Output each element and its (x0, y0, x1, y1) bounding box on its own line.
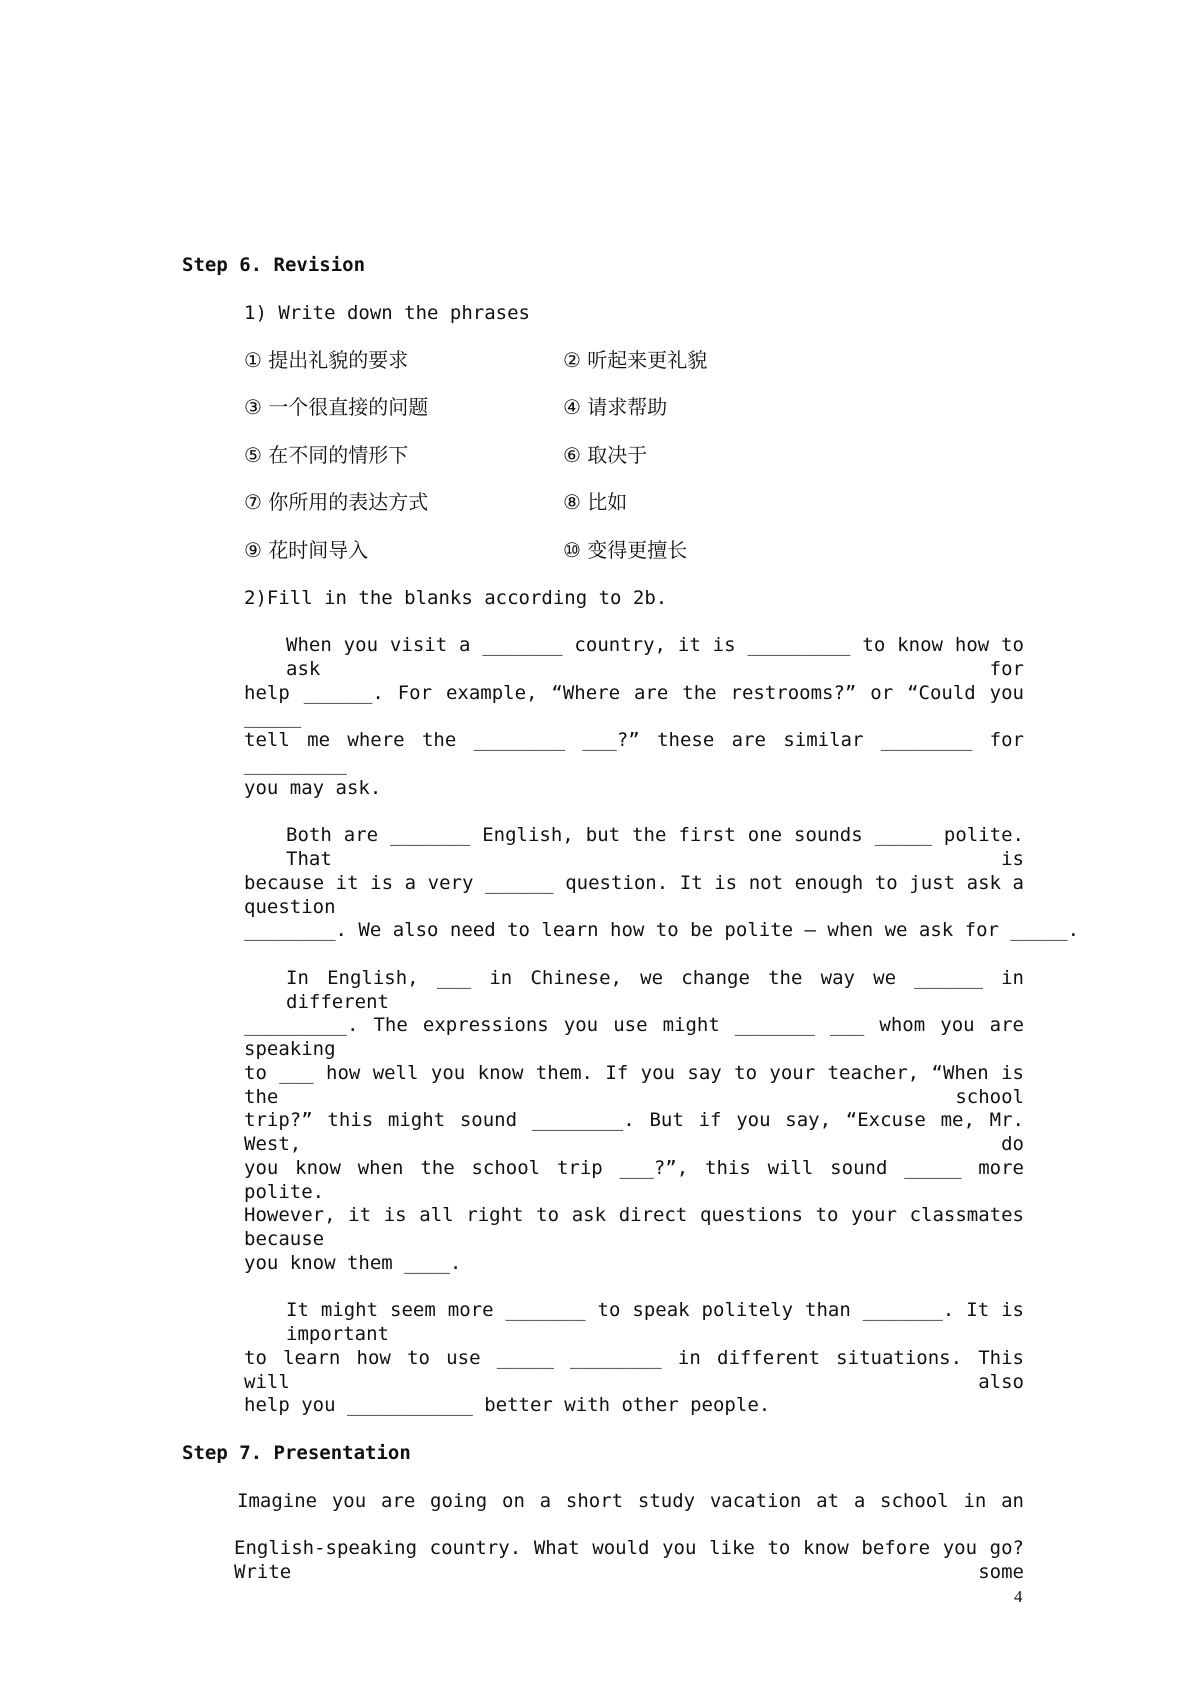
presentation-line: English-speaking country. What would you like to know before you go? Write some (234, 1537, 1024, 1583)
passage-line: tell me where the ________ ___?” these are similar ________ for _________ (244, 729, 1024, 775)
step7-heading: Step 7. Presentation (182, 1442, 411, 1464)
passage-line: trip?” this might sound ________. But if you say, “Excuse me, Mr. West, do (244, 1109, 1024, 1155)
passage-line: In English, ___ in Chinese, we change the way we ______ in different (286, 967, 1024, 1013)
passage-line: to learn how to use _____ ________ in different situations. This will also (244, 1347, 1024, 1393)
phrase-4: ④ 请求帮助 (563, 395, 668, 419)
passage-line: However, it is all right to ask direct questions to your classmates because (244, 1204, 1024, 1250)
phrase-1: ① 提出礼貌的要求 (244, 348, 409, 372)
passage-line: you know when the school trip ___?”, this will sound _____ more polite. (244, 1157, 1024, 1203)
passage-line: help you ___________ better with other people. (244, 1394, 771, 1416)
passage-line: Both are _______ English, but the first one sounds _____ polite. That is (286, 824, 1024, 870)
step6-heading: Step 6. Revision (182, 254, 366, 276)
task2-instruction: 2)Fill in the blanks according to 2b. (244, 587, 668, 609)
passage-line: It might seem more _______ to speak politely than _______. It is important (286, 1299, 1024, 1345)
passage-line: When you visit a _______ country, it is _________ to know how to ask for (286, 634, 1024, 680)
phrase-3: ③ 一个很直接的问题 (244, 395, 429, 419)
passage-line: you may ask. (244, 777, 382, 799)
passage-line: _________. The expressions you use might _______ ___ whom you are speaking (244, 1014, 1024, 1060)
passage-line: you know them ____. (244, 1252, 462, 1274)
phrase-5: ⑤ 在不同的情形下 (244, 443, 409, 467)
task1-instruction: 1) Write down the phrases (244, 302, 530, 324)
phrase-2: ② 听起来更礼貌 (563, 348, 708, 372)
passage-line: help ______. For example, “Where are the restrooms?” or “Could you _____ (244, 682, 1024, 728)
page-number: 4 (1014, 1587, 1023, 1606)
phrase-8: ⑧ 比如 (563, 490, 628, 514)
phrase-10: ⑩ 变得更擅长 (563, 538, 688, 562)
phrase-6: ⑥ 取决于 (563, 443, 648, 467)
passage-line: because it is a very ______ question. It is not enough to just ask a question (244, 872, 1024, 918)
passage-line: to ___ how well you know them. If you say to your teacher, “When is the school (244, 1062, 1024, 1108)
phrase-9: ⑨ 花时间导入 (244, 538, 369, 562)
passage-line: ________. We also need to learn how to be polite — when we ask for _____. (244, 919, 1080, 941)
phrase-7: ⑦ 你所用的表达方式 (244, 490, 429, 514)
presentation-line: Imagine you are going on a short study vacation at a school in an (237, 1490, 1024, 1512)
